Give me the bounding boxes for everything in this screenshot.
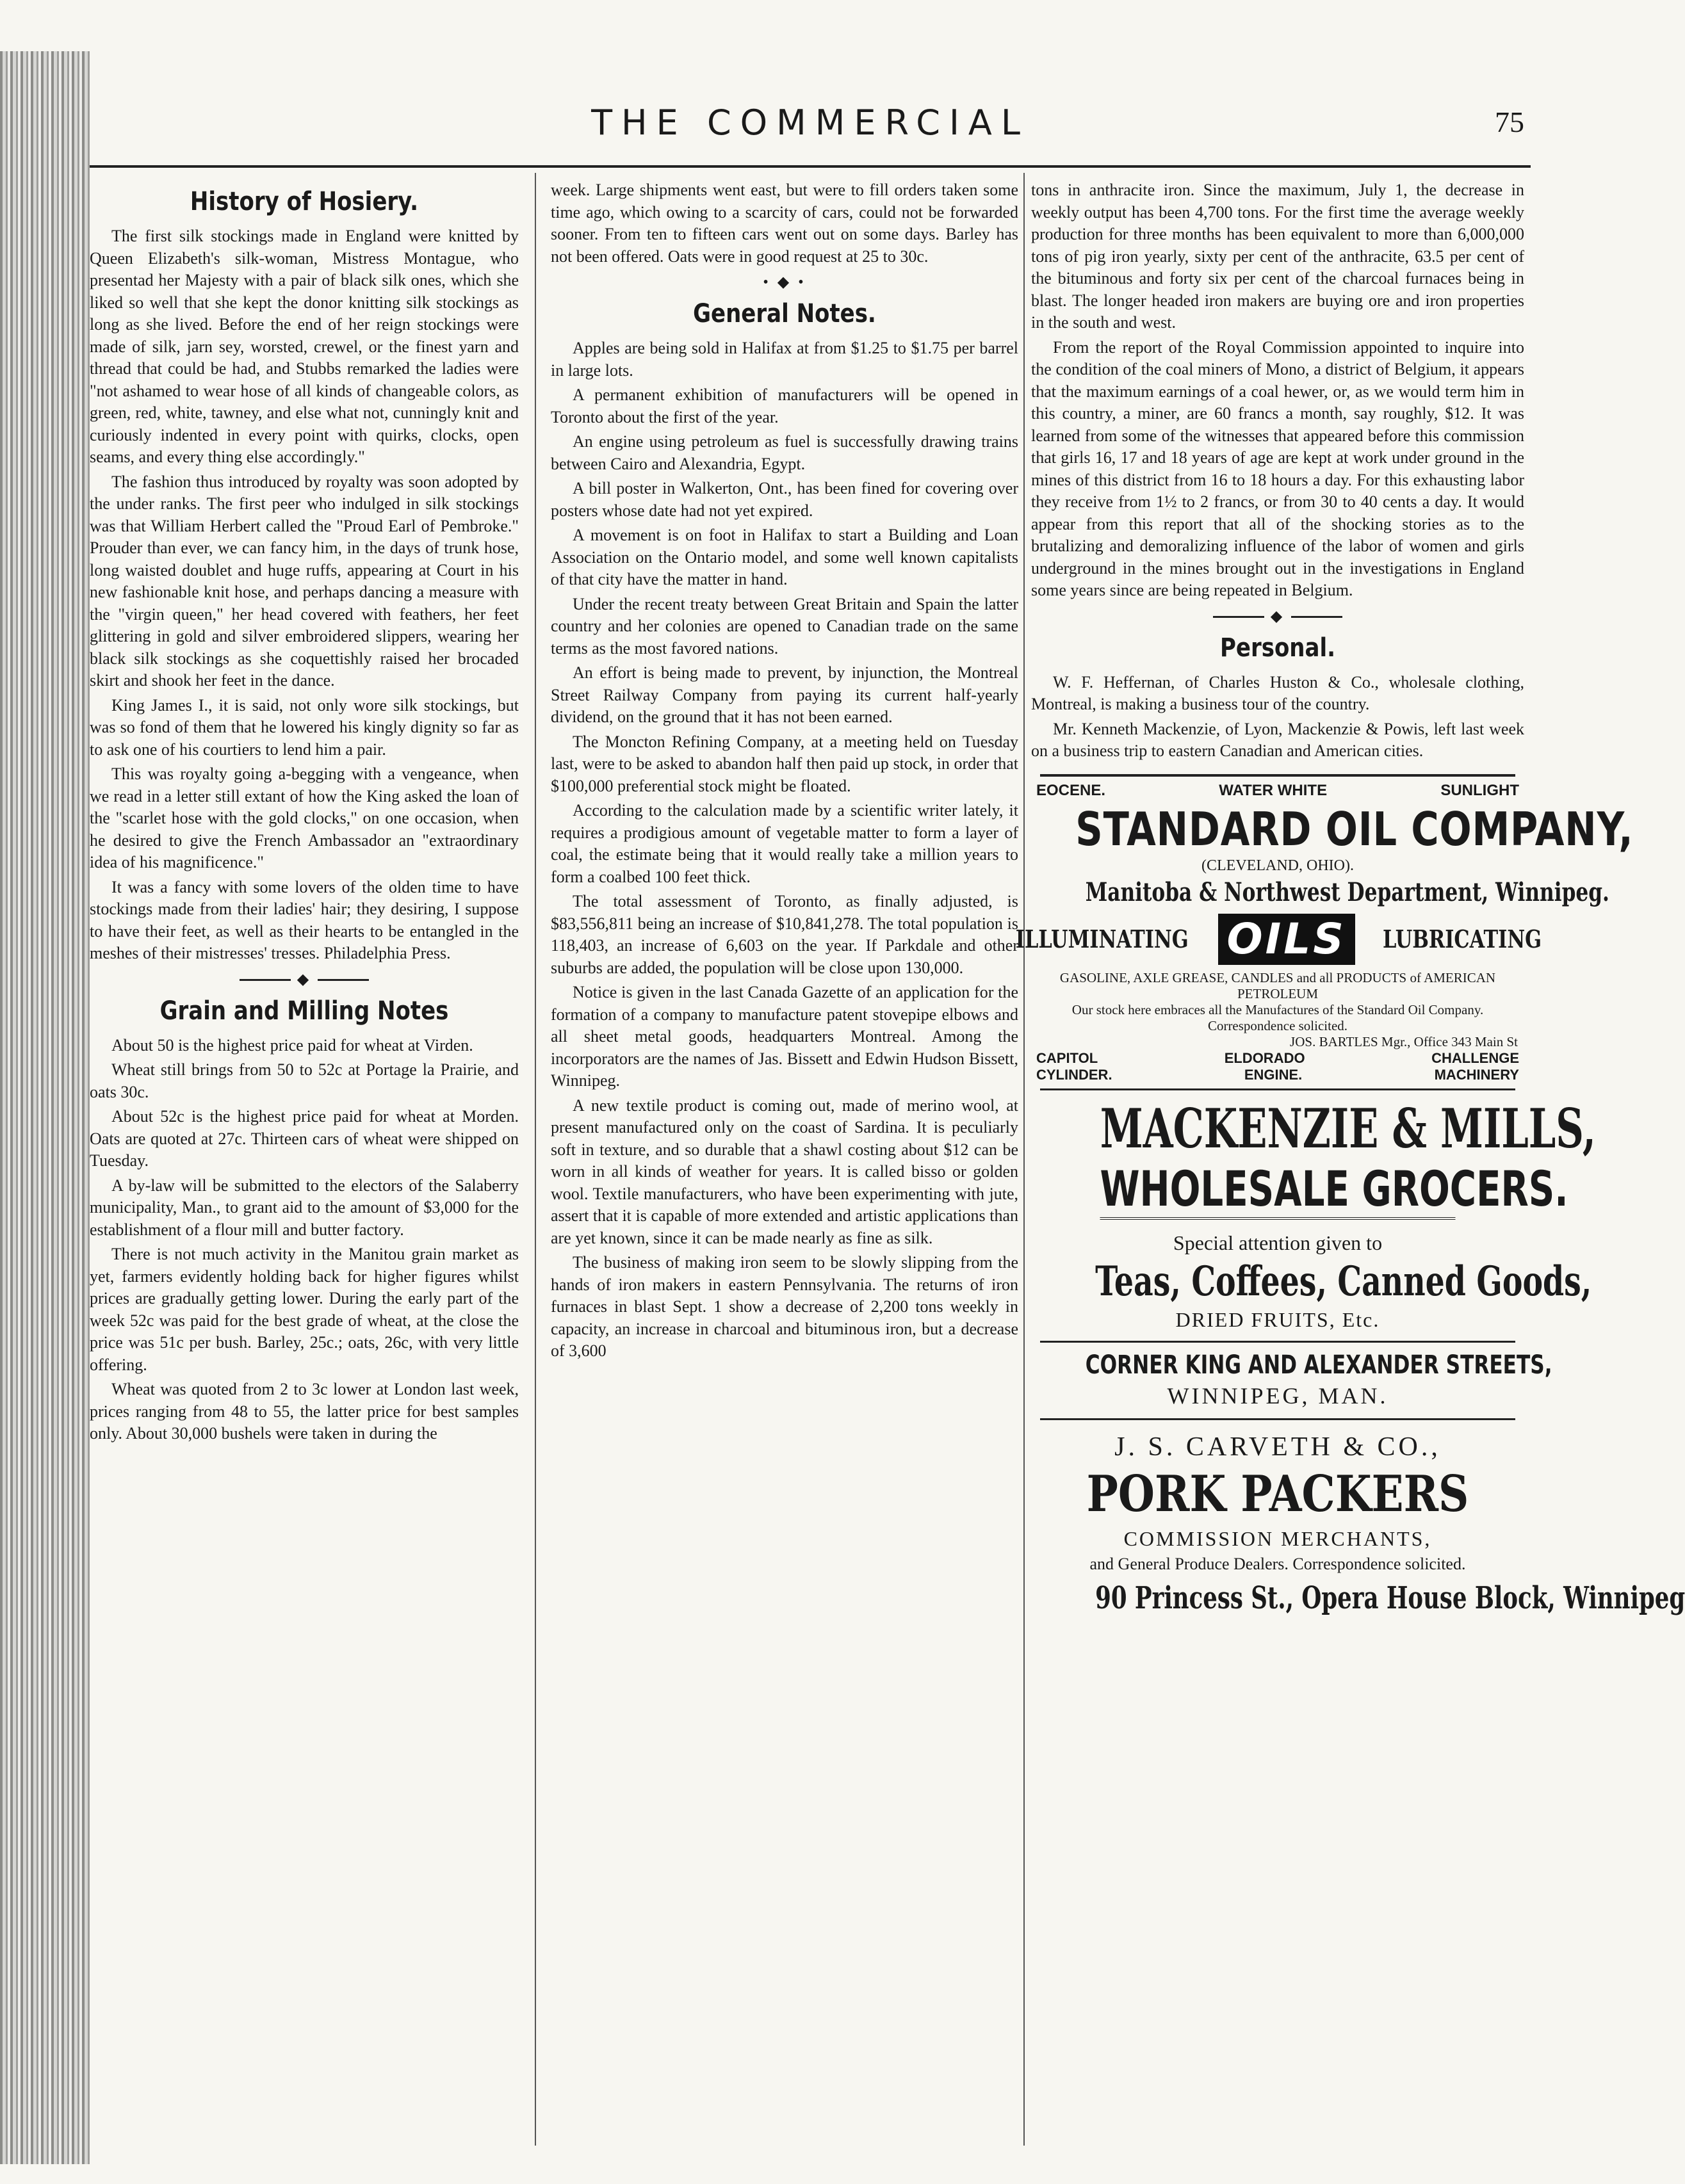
article-heading: General Notes. <box>693 299 876 328</box>
oil-department: Manitoba & Northwest Department, Winnipeg. <box>1085 877 1609 907</box>
article-paragraph: Notice is given in the last Canada Gazette of an application for the formation of a company to manufacture patent stovepipe elbows and all sheet metal goods, headquarters Montreal. Among the incorporators are the names of Jas. Bissett and Edwin Hudson Bissett, Winnipeg. <box>551 983 1018 1090</box>
article-paragraph: A movement is on foot in Halifax to start a Building and Loan Association on the Ontario model, and some well known capitalists of that city have the matter in hand. <box>551 526 1018 588</box>
article-paragraph: Apples are being sold in Halifax at from $1.25 to $1.75 per barrel in large lots. <box>551 339 1018 380</box>
article-paragraph: The first silk stockings made in England were knitted by Queen Elizabeth's silk-woman, Mistress Montague, who presentad her Majesty with a pair of black silk ones, which she liked so well that she kept the donor knitting silk stockings as long as she lived. Before the end of her reign stockings were made of silk, jarn sey, worsted, crewel, or the finest yarn and thread that could be had, and Stubbs remarked the ladies were "not ashamed to wear hose of all kinds of changeable colors, as green, red, white, tawney, and else what not, cunningly knit and curiously indented in every point with quirks, clocks, open seams, and every thing else accordingly." <box>90 227 519 466</box>
oil-grade: WATER WHITE <box>1219 781 1328 799</box>
masthead-rule <box>90 165 1531 168</box>
ad-rule <box>1040 1088 1515 1090</box>
oil-brand: CYLINDER. <box>1036 1066 1112 1083</box>
mackenzie-mills-ad <box>1031 1096 1596 1409</box>
oil-brands-row <box>1031 1050 1524 1067</box>
article-paragraph: King James I., it is said, not only wore silk stockings, but was so fond of them that he lowered his kingly dignity so far as to ask one of his courtiers to lend him a pair. <box>90 695 519 759</box>
oil-brand: CHALLENGE <box>1431 1049 1519 1066</box>
oils-logo: OILS <box>1218 914 1355 965</box>
article-paragraph: It was a fancy with some lovers of the olden time to have stockings made from their ladies' hair; they desiring, I suppose to have their feet, as well as their hearts to be entangled in the meshes of their mistresses' tresses. Philadelphia Press. <box>90 877 519 962</box>
standard-oil-ad <box>1015 781 1634 1083</box>
article-paragraph: About 50 is the highest price paid for wheat at Virden. <box>111 1035 473 1055</box>
column-separator <box>535 173 536 2146</box>
article-paragraph: This was royalty going a-begging with a vengeance, when we read in a letter still extant of how the King asked the loan of the "scarlet hose with the gold clocks," on one occasion, when he desired to give the French Ambassador an "extraordinary idea of his magnificence." <box>90 764 519 871</box>
oil-grades-row <box>1031 782 1524 800</box>
grocer-goods: Teas, Coffees, Canned Goods, <box>1095 1257 1592 1306</box>
article-paragraph: There is not much activity in the Manitou grain market as yet, farmers evidently holding back for higher figures whilst prices are gradually getting lower. During the early part of the week 52c was paid for the best grade of wheat, at the close the price was 51c per bush. Barley, 25c.; oats, 26c, with very little offering. <box>90 1245 519 1374</box>
oil-company-name: STANDARD OIL COMPANY, <box>1075 802 1634 856</box>
carveth-address: 90 Princess St., Opera House Block, Winnipeg <box>1095 1580 1685 1616</box>
lubricating-word: LUBRICATING <box>1382 925 1542 953</box>
column-3 <box>1015 179 1685 2139</box>
article-paragraph: About 52c is the highest price paid for wheat at Morden. Oats are quoted at 27c. Thirteen cars of wheat were shipped on Tuesday. <box>90 1107 519 1170</box>
article-paragraph: A permanent exhibition of manufacturers will be opened in Toronto about the first of the year. <box>551 385 1018 426</box>
article-paragraph: The total assessment of Toronto, as finally adjusted, is $83,556,811 being an increase of $10,841,278. The total population is 118,403, an increase of 6,603 on the year. If Parkdale and other suburbs are added, the population will be close upon 130,000. <box>551 892 1018 977</box>
column-2 <box>551 179 1018 2139</box>
ad-rule <box>1040 1341 1515 1343</box>
produce-dealers: and General Produce Dealers. Correspondence solicited. <box>1089 1554 1466 1573</box>
article-heading: Grain and Milling Notes <box>159 996 449 1026</box>
oil-brands-row <box>1031 1067 1524 1083</box>
article-paragraph: Under the recent treaty between Great Britain and Spain the latter country and her colonies are opened to Canadian trade on the same terms as the most favored nations. <box>551 594 1018 658</box>
article-heading: Personal. <box>1219 633 1336 663</box>
column-separator <box>1023 173 1025 2146</box>
article-paragraph: According to the calculation made by a scientific writer lately, it requires a prodigious amount of vegetable matter to form a layer of coal, the estimate being that it would really take a million years to form a coalbed 100 feet thick. <box>551 801 1018 886</box>
grocer-address: CORNER KING AND ALEXANDER STREETS, <box>1085 1350 1552 1380</box>
article-paragraph: A bill poster in Walkerton, Ont., has been fined for covering over posters whose date had not yet expired. <box>551 479 1018 520</box>
masthead <box>96 96 1524 157</box>
commission-merchants: COMMISSION MERCHANTS, <box>1123 1526 1432 1550</box>
article-paragraph: The Moncton Refining Company, at a meeting held on Tuesday last, were to be asked to abandon half then paid up stock, in order that $100,000 preferential stock might be floated. <box>551 732 1018 795</box>
dried-fruits: DRIED FRUITS, Etc. <box>1175 1307 1380 1331</box>
mackenzie-name: MACKENZIE & MILLS, <box>1100 1096 1596 1160</box>
carveth-name: J. S. CARVETH & CO., <box>1114 1432 1441 1462</box>
article-paragraph: tons in anthracite iron. Since the maximum, July 1, the decrease in weekly output has been 4,700 tons. For the first time the average weekly production for three months has been equivalent to more than 6,000,000 tons of pig iron yearly, sixty per cent of the anthracite, 63.5 per cent of the bituminous and forty six per cent of the charcoal furnaces being in blast. The longer headed iron makers are buying ore and iron properties in the south and west. <box>1031 181 1524 332</box>
column-1 <box>90 179 519 2139</box>
ad-rule <box>1040 774 1515 777</box>
article-paragraph: The business of making iron seem to be slowly slipping from the hands of iron makers in eastern Pennsylvania. The returns of iron furnaces in blast Sept. 1 show a decrease of 2,200 tons weekly in capacity, an increase in charcoal and bituminous iron, but a decrease of 3,600 <box>551 1253 1018 1360</box>
oil-brand: ELDORADO <box>1224 1049 1305 1066</box>
article-paragraph: W. F. Heffernan, of Charles Huston & Co., wholesale clothing, Montreal, is making a business tour of the country. <box>1031 672 1524 713</box>
oil-manager: JOS. BARTLES Mgr., Office 343 Main St <box>1290 1033 1518 1049</box>
masthead-title: THE COMMERCIAL <box>591 102 1029 143</box>
special-attention: Special attention given to <box>1173 1231 1383 1254</box>
oil-grade: EOCENE. <box>1036 781 1106 799</box>
illuminating-word: ILLUMINATING <box>1015 925 1189 953</box>
wholesale-grocers: WHOLESALE GROCERS. <box>1100 1160 1456 1220</box>
article-paragraph: The fashion thus introduced by royalty was soon adopted by the under ranks. The first peer who indulged in silk stockings was that William Herbert called the "Proud Earl of Pembroke." Prouder than ever, we can fancy him, in the days of trunk hose, long waisted doublet and huge ruffs, appearing at Court in his new fashionable knit hose, and perhaps dancing a measure with the "virgin queen," her head covered with feathers, her feet glittering in gold and silver embroidered slippers, wearing her black silk stockings as she coquettishly raised her brocaded skirt and shook her feet in the dance. <box>90 472 519 690</box>
section-ornament: ◆ <box>1031 607 1524 626</box>
oils-banner <box>1015 914 1542 965</box>
pork-packers: PORK PACKERS <box>1086 1464 1469 1523</box>
article-paragraph: week. Large shipments went east, but were to fill orders taken some time ago, which owing to a scarcity of cars, could not be forwarded sooner. From ten to fifteen cars went out on some days. Barley has not been offered. Oats were in good request at 25 to 30c. <box>551 181 1018 266</box>
article-paragraph: An effort is being made to prevent, by injunction, the Montreal Street Railway Company from paying its current half-yearly dividend, on the ground that it has not been earned. <box>551 663 1018 726</box>
article-paragraph: Wheat was quoted from 2 to 3c lower at London last week, prices ranging from 48 to 55, the latter price for best samples only. About 30,000 bushels were taken in during the <box>90 1380 519 1443</box>
article-paragraph: An engine using petroleum as fuel is successfully drawing trains between Cairo and Alexandria, Egypt. <box>551 432 1018 473</box>
article-heading: History of Hosiery. <box>190 187 419 216</box>
oil-brand: CAPITOL <box>1036 1049 1098 1066</box>
section-ornament: • ◆ • <box>763 274 806 291</box>
oil-stock-note: Our stock here embraces all the Manufactures of the Standard Oil Company. Correspondence solicited. <box>1071 1001 1484 1033</box>
article-paragraph: Mr. Kenneth Mackenzie, of Lyon, Mackenzie & Powis, left last week on a business trip to eastern Canadian and American cities. <box>1031 719 1524 760</box>
binding-edge <box>0 51 90 2164</box>
oil-company-location: (CLEVELAND, OHIO). <box>1201 857 1354 874</box>
oil-grade: SUNLIGHT <box>1440 781 1519 799</box>
oil-brand: MACHINERY <box>1434 1066 1519 1083</box>
article-paragraph: From the report of the Royal Commission appointed to inquire into the condition of the coal miners of Mono, a district of Belgium, it appears that the maximum earnings of a coal hewer, or, as we would term him in this country, a miner, are 60 francs a month, say roughly, $12. It was learned from some of the witnesses that appeared before this commission that girls 16, 17 and 18 years of age are kept at work under ground in the mines of this district from 16 to 18 hours a day. For this exhausting labor they receive from 1½ to 2 francs, or from 30 to 40 cents a day. It would appear from this report that all of the shocking stories as to the brutalizing and demoralizing influence of the labor of women and girls underground in the mines brought out in the investigations in England some years since are being repeated in Belgium. <box>1031 337 1524 599</box>
article-paragraph: A by-law will be submitted to the electors of the Salaberry municipality, Man., to grant aid to the amount of $3,000 for the establishment of a flour mill and butter factory. <box>90 1176 519 1239</box>
oil-products: GASOLINE, AXLE GREASE, CANDLES and all PRODUCTS of AMERICAN PETROLEUM <box>1059 969 1496 1001</box>
oil-brand: ENGINE. <box>1244 1066 1303 1083</box>
ad-rule <box>1040 1418 1515 1420</box>
carveth-ad <box>1031 1432 1685 1616</box>
page-number: 75 <box>1495 106 1524 138</box>
article-paragraph: Wheat still brings from 50 to 52c at Portage la Prairie, and oats 30c. <box>90 1060 519 1101</box>
grocer-city: WINNIPEG, MAN. <box>1167 1382 1388 1409</box>
article-paragraph: A new textile product is coming out, made of merino wool, at present manufactured only on the coast of Sardina. It is peculiarly soft in texture, and so durable that a shawl costing about $12 can be worn in all kinds of weather for years. It is called bisso or golden wool. Textile manufacturers, who have been experimenting with jute, assert that it is capable of more extended and artistic applications than are yet known, since it can be made nearly as fine as silk. <box>551 1096 1018 1247</box>
section-ornament: ◆ <box>90 970 519 989</box>
